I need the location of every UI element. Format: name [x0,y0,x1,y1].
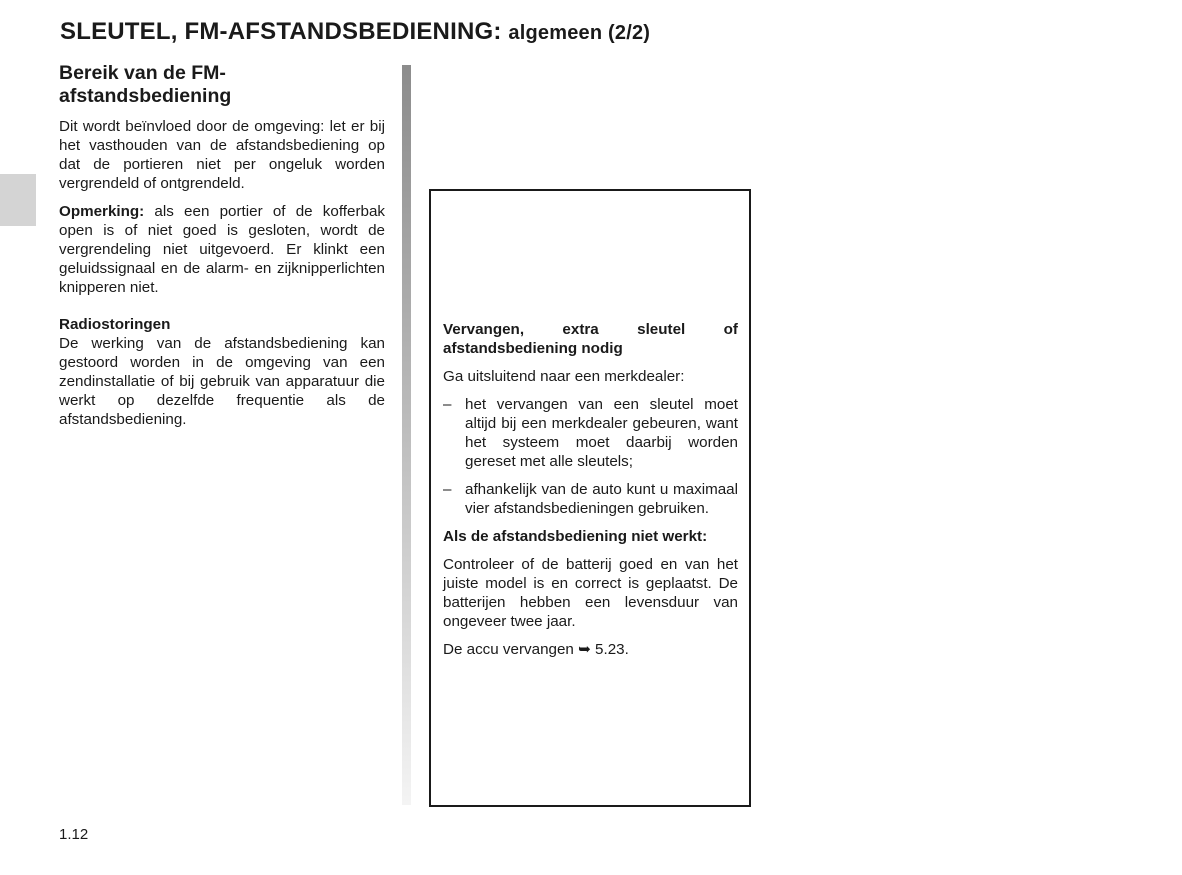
not-working-text: Controleer of de batterij goed en van het juiste model is en correct is geplaatst. De batterijen hebben een levensduur van ongeveer twee jaar. [443,556,738,630]
replace-intro: Ga uitsluitend naar een merkdealer: [443,368,685,385]
page-number: 1.12 [59,826,89,843]
list-item [443,480,738,518]
info-box [429,189,751,807]
radio-interference-block [59,315,385,429]
section-tab-marker [0,174,36,226]
intro-paragraph: Dit wordt beïnvloed door de omgeving: let er bij het vasthouden van de afstandsbediening op dat de portieren niet per ongeluk worden vergrendeld of ontgrendeld. [59,118,385,192]
replace-list [443,395,738,518]
page-title [60,18,650,46]
not-working-title: Als de afstandsbediening niet werkt: [443,528,708,545]
battery-reference: De accu vervangen ➥ 5.23. [443,641,629,658]
column-divider [402,65,411,805]
dash-bullet: – [443,481,452,498]
radio-interference-text: De werking van de afstandsbediening kan gestoord worden in de omgeving van een zendinstallatie of bij gebruik van apparatuur die werkt op dezelfde frequentie als de afstandsbediening. [59,335,385,428]
note-text: als een portier of de kofferbak open is of niet goed is gesloten, wordt de vergrendeling niet uitgevoerd. Er klinkt een geluidssignaal en de alarm- en zijknipperlichten knipperen niet. [59,203,385,296]
note-paragraph [59,202,385,297]
info-box-content [443,320,738,668]
replace-title: Vervangen, extra sleutel of afstandsbediening nodig [443,321,738,357]
page-title-sub: algemeen (2/2) [508,22,651,44]
page-title-main: SLEUTEL, FM-AFSTANDSBEDIENING: [60,18,502,45]
section-heading: Bereik van de FM-afstandsbediening [59,62,232,107]
radio-interference-title: Radiostoringen [59,316,171,333]
note-label: Opmerking: [59,203,145,220]
list-item-text: het vervangen van een sleutel moet altijd bij een merkdealer gebeuren, want het systeem moet daarbij worden gereset met alle sleutels; [465,396,738,470]
left-column [59,62,385,438]
list-item [443,395,738,471]
dash-bullet: – [443,396,452,413]
list-item-text: afhankelijk van de auto kunt u maximaal vier afstandsbedieningen gebruiken. [465,481,738,517]
